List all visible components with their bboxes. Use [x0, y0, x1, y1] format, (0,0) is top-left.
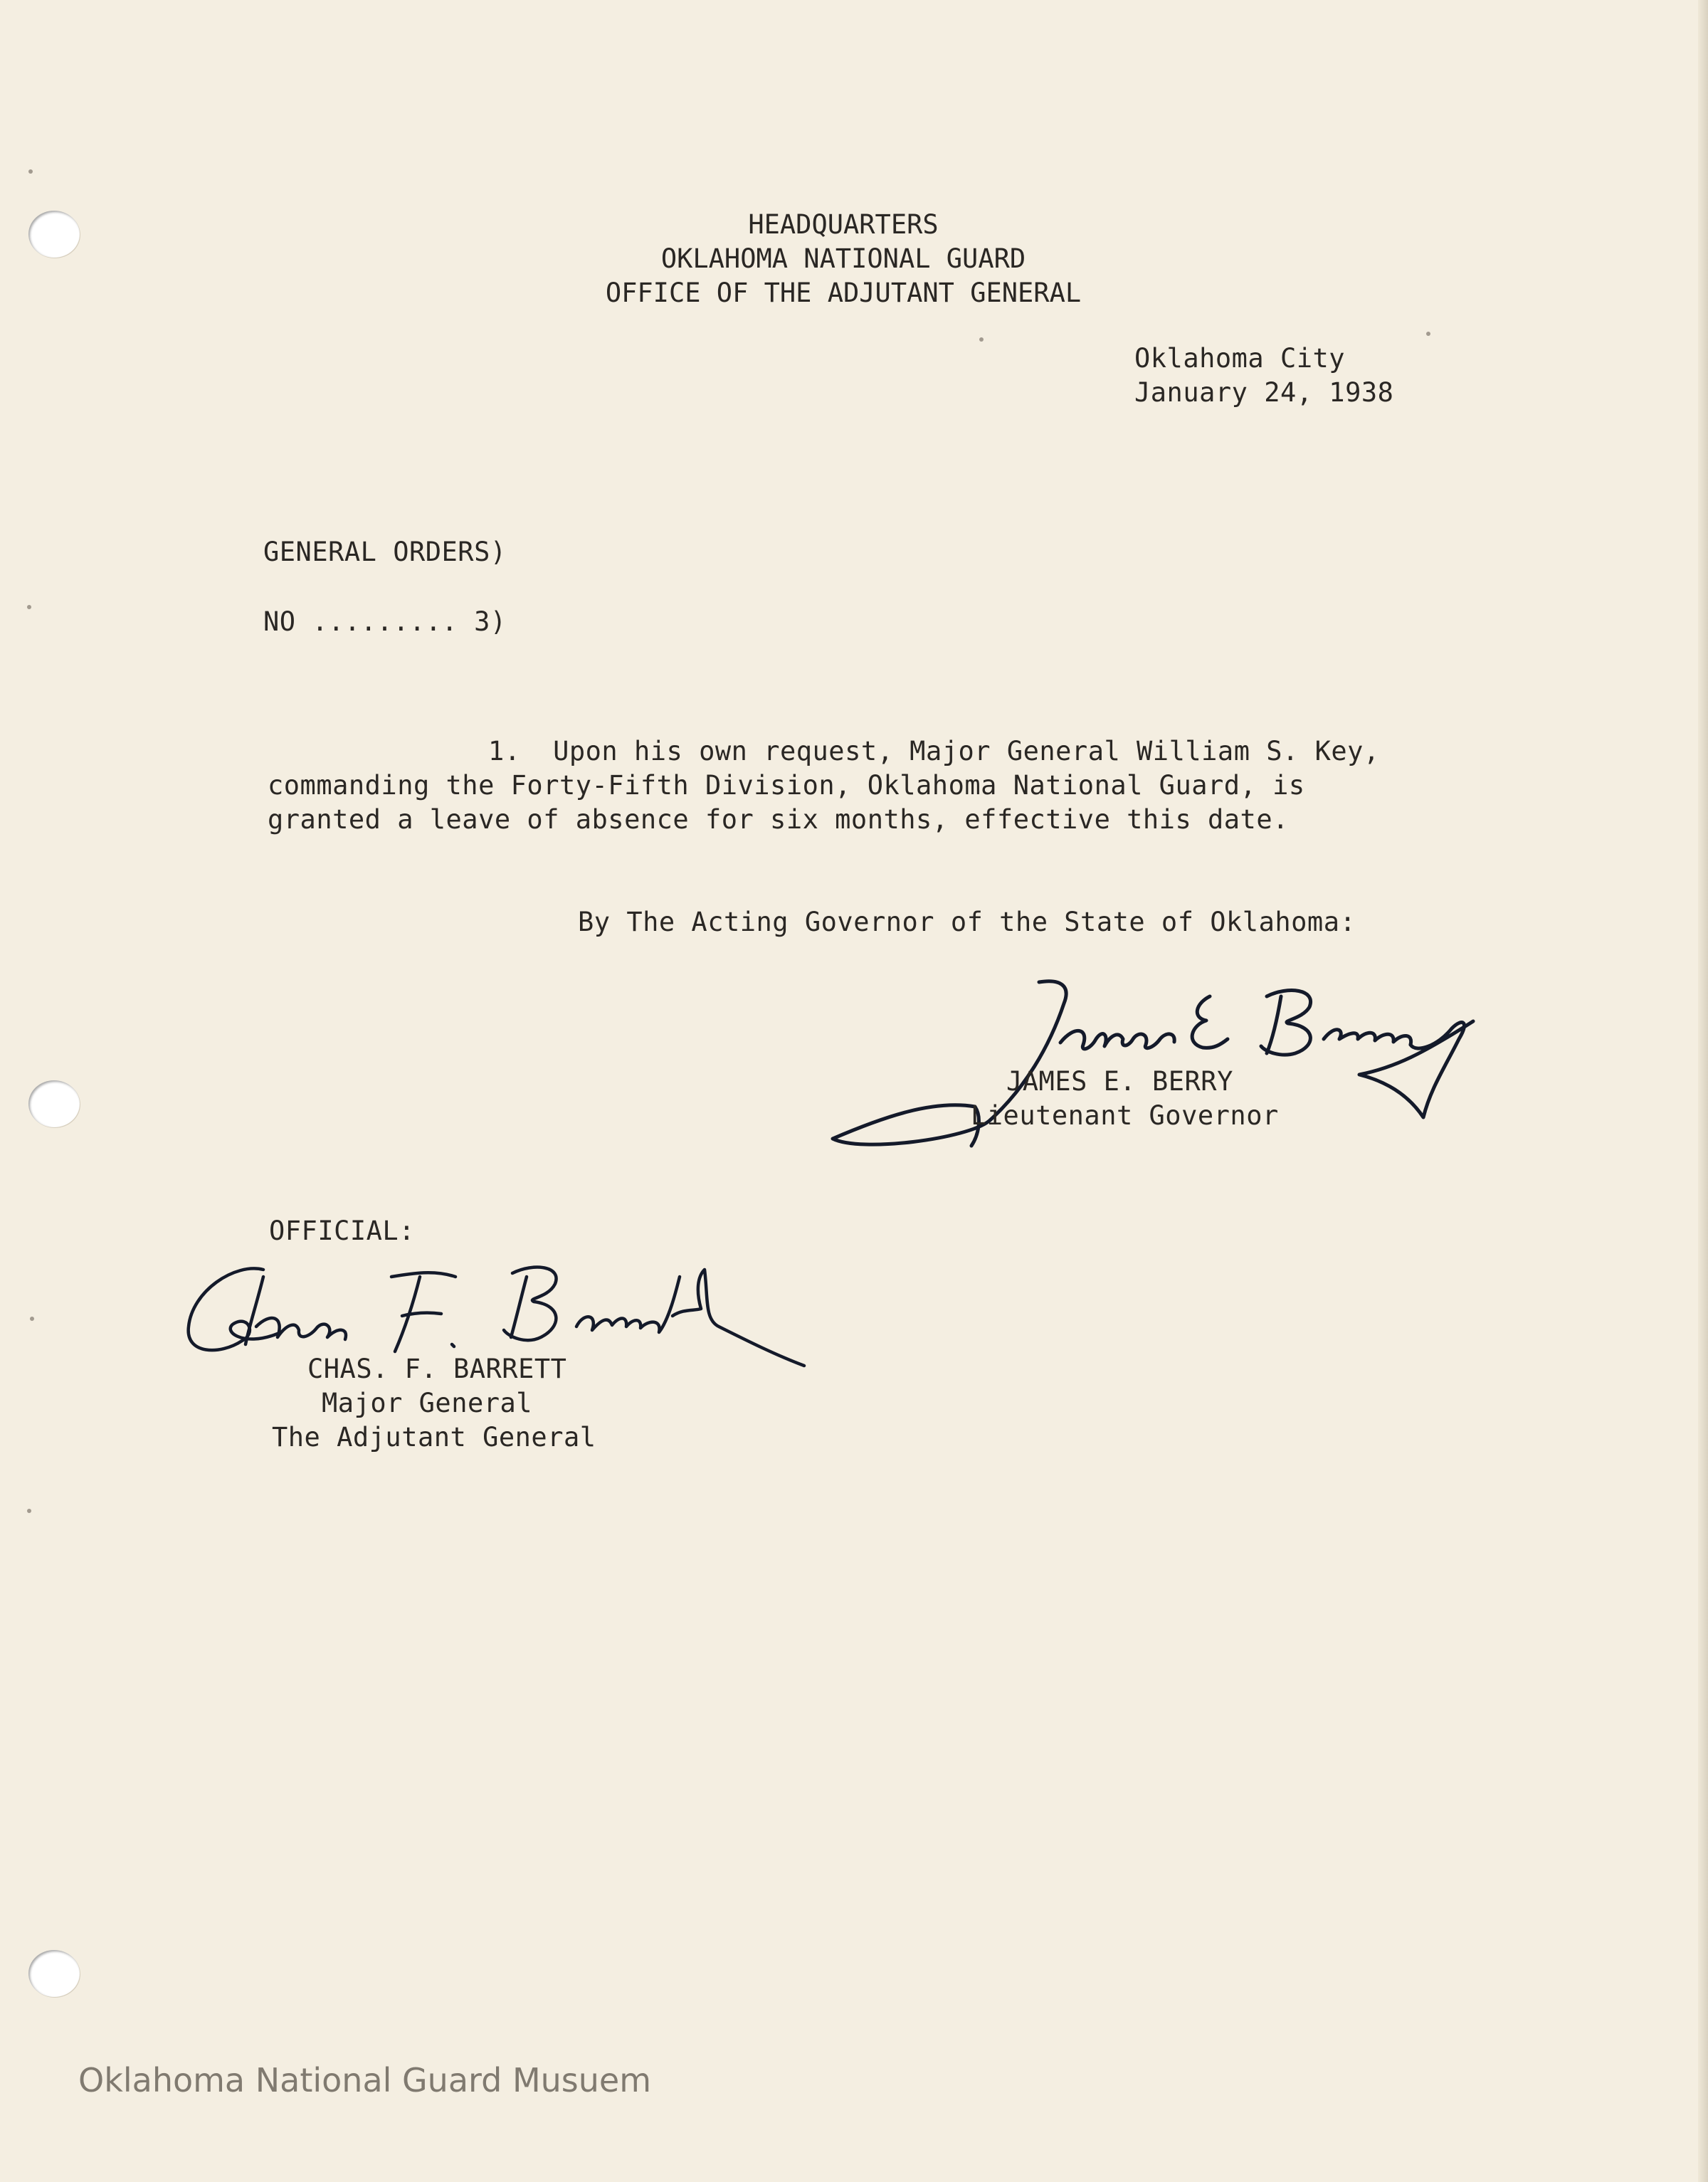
official-label: OFFICIAL: [269, 1216, 415, 1246]
governor-name: JAMES E. BERRY [1006, 1066, 1233, 1097]
punch-hole [28, 1950, 80, 1997]
governor-title: Lieutenant Governor [971, 1100, 1279, 1131]
general-orders-label: GENERAL ORDERS) [263, 537, 507, 567]
body-line-3: granted a leave of absence for six months, effective this date. [268, 804, 1289, 835]
official-name: CHAS. F. BARRETT [307, 1354, 567, 1384]
official-signature-graphic [178, 1248, 818, 1369]
paper-speck [30, 1317, 34, 1321]
official-title: The Adjutant General [272, 1422, 596, 1453]
paper-speck [1426, 332, 1430, 336]
page-edge-shadow [1698, 0, 1708, 2182]
paper-speck [979, 337, 984, 342]
letterhead-line-1: HEADQUARTERS [748, 209, 939, 240]
official-rank: Major General [322, 1388, 533, 1418]
order-number: NO ......... 3) [263, 606, 507, 637]
body-line-1: 1. Upon his own request, Major General William S. Key, [488, 736, 1380, 766]
paper-speck [27, 1509, 31, 1513]
museum-watermark: Oklahoma National Guard Musuem [78, 2061, 652, 2099]
dateline-date: January 24, 1938 [1134, 377, 1394, 408]
dateline-place: Oklahoma City [1134, 343, 1346, 374]
letterhead [0, 208, 1687, 310]
authority-line: By The Acting Governor of the State of Oklahoma: [578, 907, 1356, 937]
paper-speck [28, 169, 33, 174]
letterhead-line-3: OFFICE OF THE ADJUTANT GENERAL [605, 278, 1082, 308]
punch-hole [28, 1080, 80, 1127]
paper-speck [27, 605, 31, 609]
body-line-2: commanding the Forty-Fifth Division, Oklahoma National Guard, is [268, 770, 1305, 801]
letterhead-line-2: OKLAHOMA NATIONAL GUARD [660, 243, 1026, 274]
